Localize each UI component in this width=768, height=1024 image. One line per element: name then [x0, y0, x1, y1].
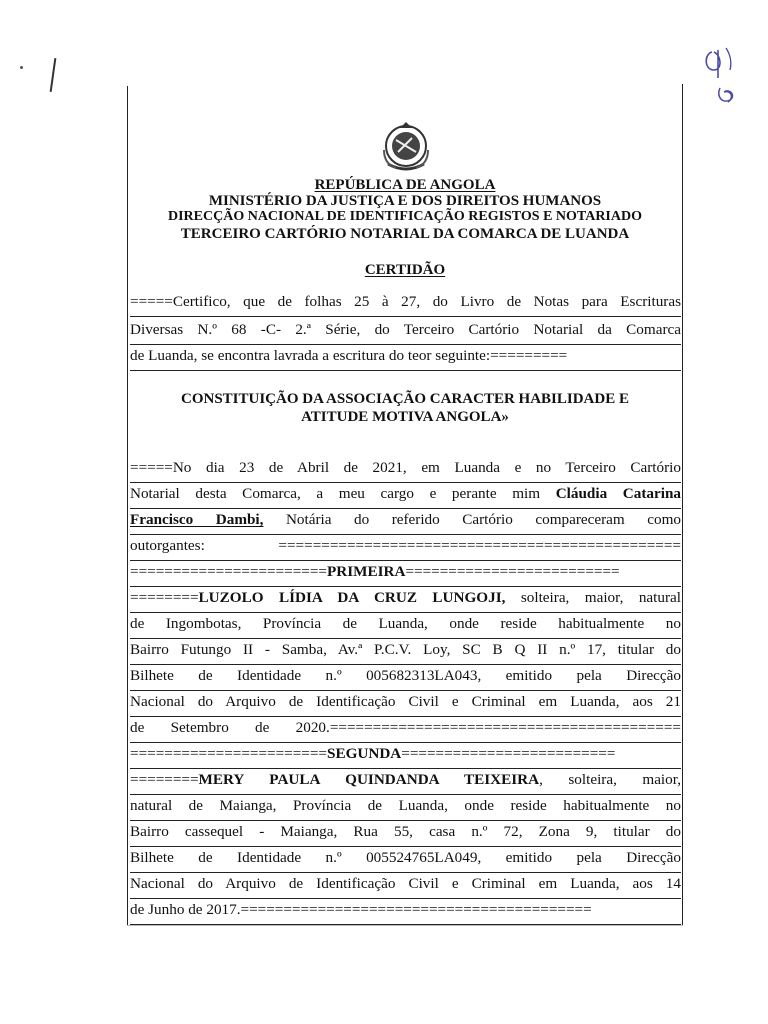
- body-line-14: natural de Maianga, Província de Luanda, onde reside habitualmente no: [130, 796, 681, 821]
- body-line-8: Bairro Futungo II - Samba, Av.ª P.C.V. Loy, SC B Q II n.º 17, titular do: [130, 640, 681, 665]
- document-title: CERTIDÃO: [364, 262, 446, 278]
- deed-title-line-1: CONSTITUIÇÃO DA ASSOCIAÇÃO CARACTER HABILIDADE E: [180, 391, 629, 407]
- body-line-2: Notarial desta Comarca, a meu cargo e perante mim Cláudia Catarina: [130, 484, 681, 509]
- certification-line-2: Diversas N.º 68 -C- 2.ª Série, do Terceiro Cartório Notarial da Comarca: [130, 320, 681, 345]
- bottom-rule: [127, 925, 683, 926]
- body-line-18: de Junho de 2017.=========================================: [130, 900, 681, 925]
- deed-title-line-2: ATITUDE MOTIVA ANGOLA»: [301, 409, 509, 425]
- body-line-6: ========LUZOLO LÍDIA DA CRUZ LUNGOJI, solteira, maior, natural: [130, 588, 681, 613]
- left-margin-line: [127, 86, 128, 926]
- header-directorate: DIRECÇÃO NACIONAL DE IDENTIFICAÇÃO REGISTOS E NOTARIADO: [167, 209, 642, 224]
- header-ministry: MINISTÉRIO DA JUSTIÇA E DOS DIREITOS HUMANOS: [208, 193, 602, 209]
- body-line-7: de Ingombotas, Província de Luanda, onde reside habitualmente no: [130, 614, 681, 639]
- body-line-4: outorgantes: ===============================================: [130, 536, 681, 561]
- right-margin-line: [682, 84, 683, 926]
- body-line-11: de Setembro de 2020.=========================================: [130, 718, 681, 743]
- body-line-3: Francisco Dambi, Notária do referido Cartório compareceram como: [130, 510, 681, 535]
- scan-dot: [20, 66, 23, 69]
- body-line-13: ========MERY PAULA QUINDANDA TEIXEIRA, solteira, maior,: [130, 770, 681, 795]
- body-line-16: Bilhete de Identidade n.º 005524765LA049, emitido pela Direcção: [130, 848, 681, 873]
- body-line-5-primeira: =======================PRIMEIRA=========================: [130, 562, 681, 587]
- body-line-15: Bairro cassequel - Maianga, Rua 55, casa n.º 72, Zona 9, titular do: [130, 822, 681, 847]
- handwritten-initials-icon: [700, 40, 750, 110]
- body-line-12-segunda: =======================SEGUNDA=========================: [130, 744, 681, 769]
- header-republic: REPÚBLICA DE ANGOLA: [314, 177, 496, 193]
- body-line-17: Nacional do Arquivo de Identificação Civil e Criminal em Luanda, aos 14: [130, 874, 681, 899]
- national-emblem-icon: [378, 120, 434, 176]
- body-line-1: =====No dia 23 de Abril de 2021, em Luanda e no Terceiro Cartório: [130, 458, 681, 483]
- certification-line-1: =====Certifico, que de folhas 25 à 27, do Livro de Notas para Escrituras: [130, 292, 681, 317]
- body-line-10: Nacional do Arquivo de Identificação Civil e Criminal em Luanda, aos 21: [130, 692, 681, 717]
- header-notary-office: TERCEIRO CARTÓRIO NOTARIAL DA COMARCA DE LUANDA: [180, 226, 630, 242]
- body-line-9: Bilhete de Identidade n.º 005682313LA043, emitido pela Direcção: [130, 666, 681, 691]
- certification-line-3: de Luanda, se encontra lavrada a escritura do teor seguinte:=========: [130, 346, 681, 371]
- pen-stroke-mark: [50, 58, 57, 92]
